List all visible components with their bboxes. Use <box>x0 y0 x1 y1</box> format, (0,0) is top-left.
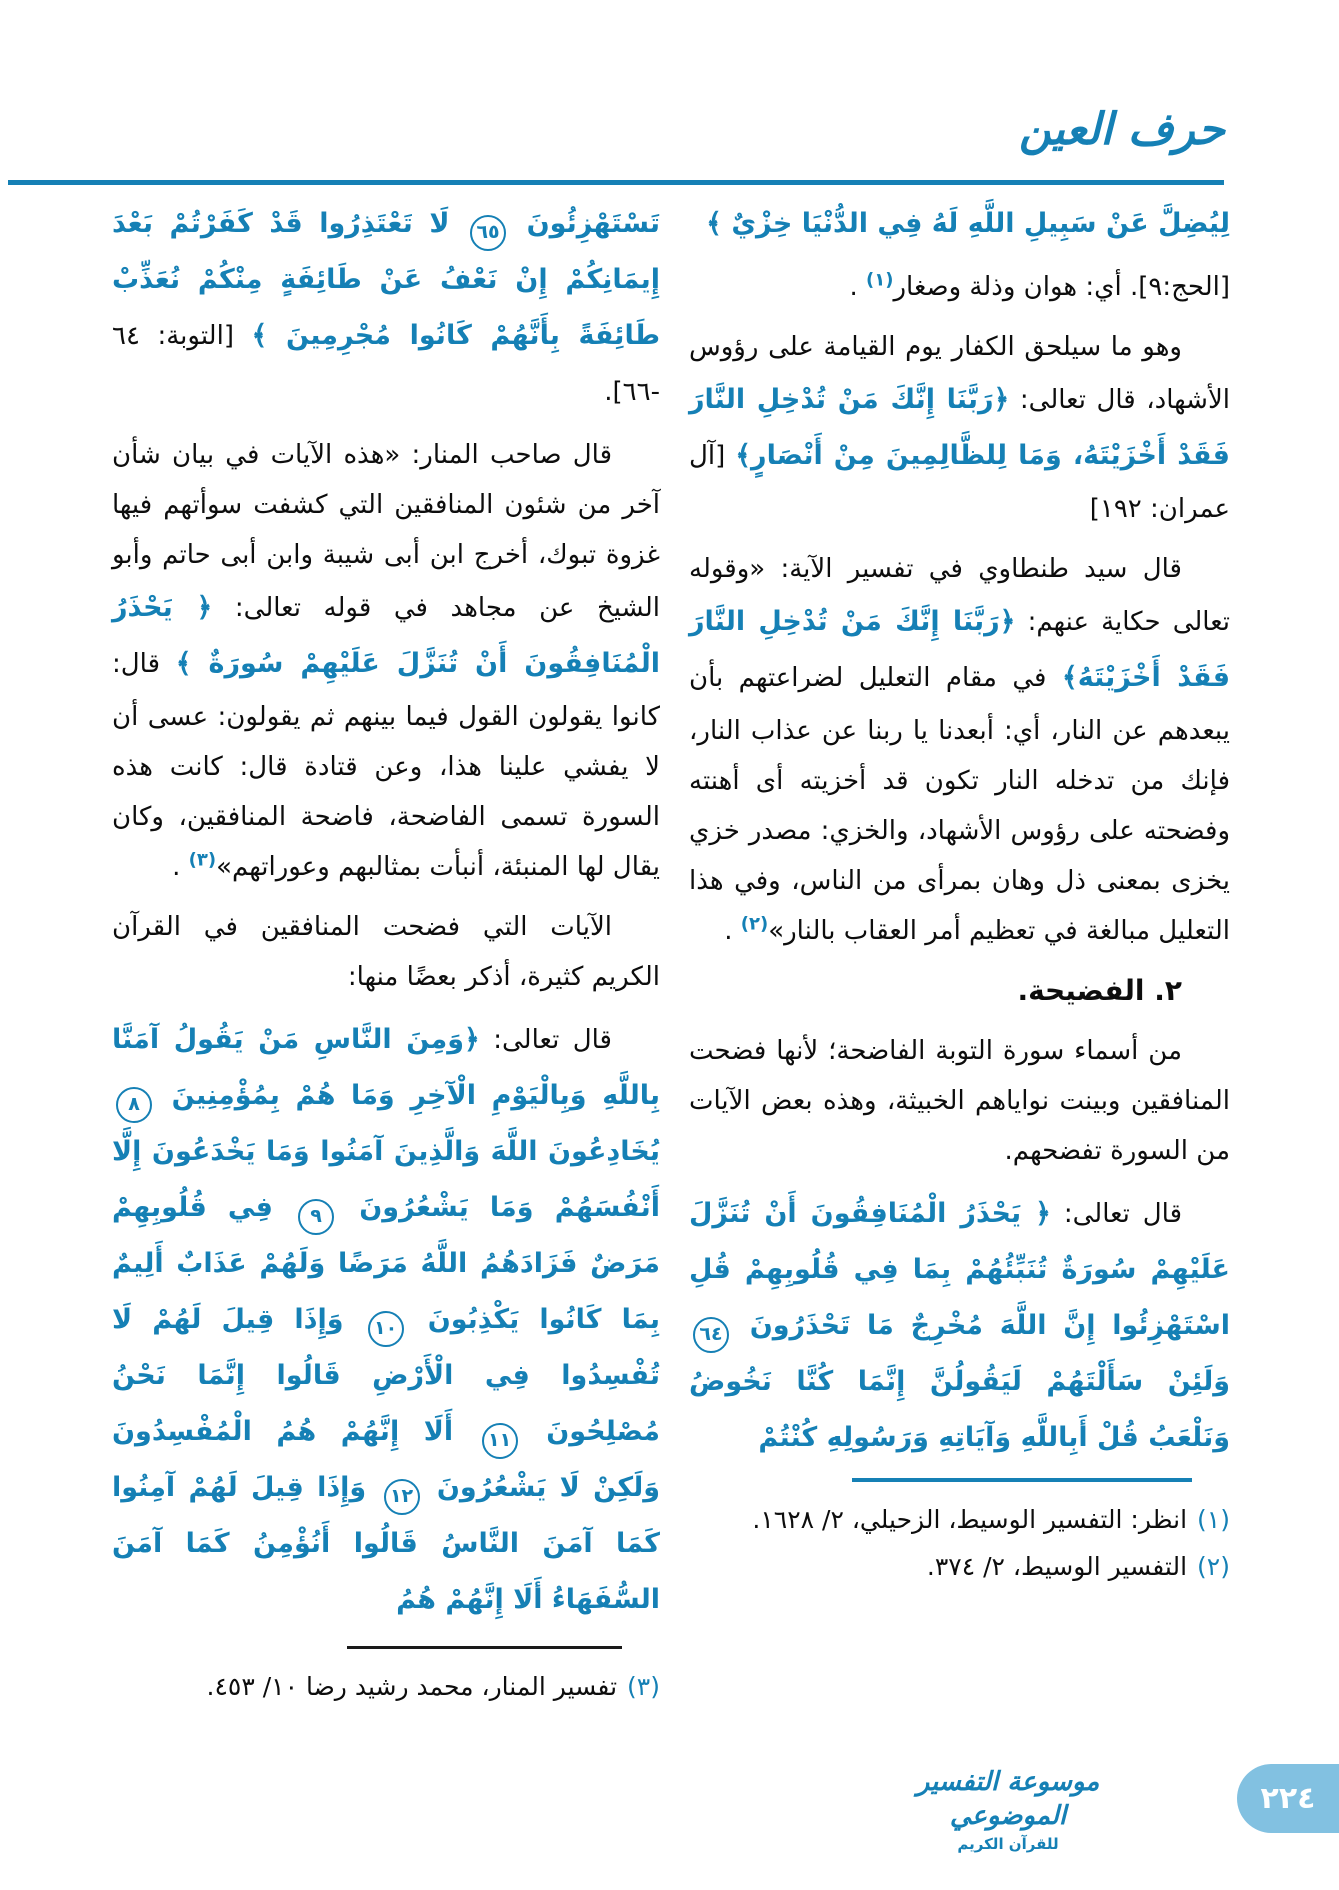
quran-verse-text: ﴿ يَحْذَرُ الْمُنَافِقُونَ أَنْ تُنَزَّلَ عَلَيْهِمْ سُورَةٌ ﴾ <box>112 592 661 679</box>
column-left-footnotes <box>112 1663 660 1710</box>
right-column-body-block <box>689 262 1230 312</box>
verse-number-ornament: ٨ <box>116 1087 152 1123</box>
column-right-footnotes <box>689 1496 1230 1590</box>
verse-number-ornament: ١١ <box>482 1423 518 1459</box>
right-column-body-block <box>689 544 1230 956</box>
footnote-text: التفسير الوسيط، ٢/ ٣٧٤. <box>926 1552 1188 1581</box>
body-text: قال صاحب المنار: «هذه الآيات في بيان شأن آخر من شئون المنافقين التي كشفت سوأتهم فيها غزوة تبوك، أخرج ابن أبى شيبة وابن أبى حاتم وأبو الشيخ عن مجاهد في قوله تعالى: <box>112 440 660 623</box>
column-left <box>112 196 660 1710</box>
quran-verse-text: ﴿رَبَّنَا إِنَّكَ مَنْ تُدْخِلِ النَّارَ فَقَدْ أَخْزَيْتَهُ، وَمَا لِلظَّالِمِينَ مِنْ أَنْصَارٍ﴾ <box>689 384 1230 471</box>
page-number: ٢٢٤ <box>1260 1781 1316 1816</box>
column-right-blocks <box>689 196 1230 1466</box>
body-text: . <box>724 916 741 946</box>
body-text: [آل عمران: ١٩٢] <box>689 441 1230 524</box>
body-text: [التوبة: ٦٤ -٦٦]. <box>112 321 660 407</box>
footnote-number: (٢) <box>1197 1552 1230 1581</box>
quran-verse-text: لِيُضِلَّ عَنْ سَبِيلِ اللَّهِ لَهُ فِي الدُّنْيَا خِزْيٌ ﴾ <box>706 208 1230 239</box>
footnote-separator-left <box>347 1646 622 1649</box>
logo-subtitle: للقرآن الكريم <box>957 1834 1059 1853</box>
body-text: وهو ما سيلحق الكفار يوم القيامة على رؤوس الأشهاد، قال تعالى: <box>689 332 1230 415</box>
verse-number-ornament: ٩ <box>298 1199 334 1235</box>
quran-verse-text: ﴿وَمِنَ النَّاسِ مَنْ يَقُولُ آمَنَّا بِاللَّهِ وَبِالْيَوْمِ الْآخِرِ وَمَا هُمْ بِمُؤْمِنِينَ <box>112 1024 660 1111</box>
publisher-logo <box>893 1766 1123 1855</box>
right-column-quran-block <box>689 196 1230 252</box>
right-column-body-block <box>689 1186 1230 1466</box>
body-text: من أسماء سورة التوبة الفاضحة؛ لأنها فضحت المنافقين وبينت نواياهم الخبيثة، وهذه بعض الآيات من السورة تفضحهم. <box>689 1036 1230 1166</box>
body-text: . <box>849 272 867 302</box>
quran-verse-text: ﴿ يَحْذَرُ الْمُنَافِقُونَ أَنْ تُنَزَّلَ عَلَيْهِمْ سُورَةٌ تُنَبِّئُهُمْ بِمَا فِي قُلُوبِهِمْ قُلِ اسْتَهْزِئُوا إِنَّ اللَّهَ مُخْرِجٌ مَا تَحْذَرُونَ <box>689 1198 1230 1341</box>
body-text: في مقام التعليل لضراعتهم بأن يبعدهم عن النار، أي: أبعدنا يا ربنا عن عذاب النار، فإنك من تدخله النار تكون قد أخزيته أى أهنته وفضحته على رؤوس الأشهاد، والخزي: مصدر خزي يخزى بمعنى ذل وهان بمرأى من الناس، وفي هذا التعليل مبالغة في تعظيم أمر العقاب بالنار» <box>689 663 1230 946</box>
quran-verse-text: تَسْتَهْزِئُونَ <box>510 208 660 239</box>
footnote-separator-right <box>852 1478 1192 1482</box>
quran-verse-text: ﴿رَبَّنَا إِنَّكَ مَنْ تُدْخِلِ النَّارَ فَقَدْ أَخْزَيْتَهُ﴾ <box>689 606 1230 693</box>
quran-verse-text: وَلَئِنْ سَأَلْتَهُمْ لَيَقُولُنَّ إِنَّمَا كُنَّا نَخُوضُ وَنَلْعَبُ قُلْ أَبِاللَّهِ وَآيَاتِهِ وَرَسُولِهِ كُنْتُمْ <box>689 1366 1230 1453</box>
body-text: . <box>172 852 189 882</box>
body-text: قال سيد طنطاوي في تفسير الآية: «وقوله تعالى حكاية عنهم: <box>689 554 1230 637</box>
quran-verse-text: وَإِذَا قِيلَ لَهُمْ آمِنُوا كَمَا آمَنَ النَّاسُ قَالُوا أَنُؤْمِنُ كَمَا آمَنَ السُّفَهَاءُ أَلَا إِنَّهُمْ هُمُ <box>112 1472 660 1615</box>
right-column-body-block <box>689 322 1230 534</box>
verse-number-ornament: ١٢ <box>384 1479 420 1515</box>
left-column-body-block <box>112 430 660 892</box>
column-right <box>689 196 1230 1590</box>
right-column-heading-block <box>689 966 1230 1016</box>
quran-verse-text: فِي قُلُوبِهِمْ مَرَضٌ فَزَادَهُمُ اللَّهُ مَرَضًا وَلَهُمْ عَذَابٌ أَلِيمٌ بِمَا كَانُوا يَكْذِبُونَ <box>112 1192 660 1335</box>
right-column-body-block <box>689 1026 1230 1176</box>
column-left-blocks <box>112 196 660 1628</box>
header-rule <box>8 180 1224 185</box>
quran-verse-text: أَلَا إِنَّهُمْ هُمُ الْمُفْسِدُونَ وَلَكِنْ لَا يَشْعُرُونَ <box>112 1416 661 1503</box>
body-text: الآيات التي فضحت المنافقين في القرآن الكريم كثيرة، أذكر بعضًا منها: <box>112 912 660 992</box>
footnote-number: (٣) <box>627 1672 660 1701</box>
footnote-text: تفسير المنار، محمد رشيد رضا ١٠/ ٤٥٣. <box>206 1672 618 1701</box>
footnote-reference: (١) <box>866 269 894 291</box>
body-text: [الحج:٩]. أي: هوان وذلة وصغار <box>893 272 1230 302</box>
verse-number-ornament: ٦٤ <box>693 1317 729 1353</box>
quran-verse-text: وَإِذَا قِيلَ لَهُمْ لَا تُفْسِدُوا فِي الْأَرْضِ قَالُوا إِنَّمَا نَحْنُ مُصْلِحُونَ <box>112 1304 660 1447</box>
footnote-reference: (٣) <box>188 849 217 871</box>
quran-verse-text: يُخَادِعُونَ اللَّهَ وَالَّذِينَ آمَنُوا وَمَا يَخْدَعُونَ إِلَّا أَنْفُسَهُمْ وَمَا يَشْعُرُونَ <box>112 1136 660 1223</box>
footnote-text: انظر: التفسير الوسيط، الزحيلي، ٢/ ١٦٢٨. <box>752 1505 1188 1534</box>
body-text: قال تعالى: <box>1050 1199 1183 1229</box>
body-text: قال تعالى: <box>479 1025 612 1055</box>
footnote-reference: (٢) <box>740 913 769 935</box>
body-text: قال: كانوا يقولون القول فيما بينهم ثم يقولون: عسى أن لا يفشي علينا هذا، وعن قتادة قال: كانت هذه السورة تسمى الفاضحة، فاضحة المنافقين، وكان يقال لها المنبئة، أنبأت بمثالبهم وعوراتهم» <box>112 649 660 882</box>
verse-number-ornament: ١٠ <box>368 1311 404 1347</box>
footnote-item <box>112 1663 660 1710</box>
footnote-number: (١) <box>1197 1505 1230 1534</box>
quran-verse-text: لَا تَعْتَذِرُوا قَدْ كَفَرْتُمْ بَعْدَ إِيمَانِكُمْ إِنْ نَعْفُ عَنْ طَائِفَةٍ مِنْكُمْ نُعَذِّبْ طَائِفَةً بِأَنَّهُمْ كَانُوا مُجْرِمِينَ ﴾ <box>112 208 661 351</box>
logo-title: موسوعة التفسير الموضوعي <box>916 1767 1100 1831</box>
page-number-tab <box>1237 1764 1339 1833</box>
footnote-item <box>689 1543 1230 1590</box>
chapter-header-title: حرف العين <box>1018 104 1225 155</box>
footnote-item <box>689 1496 1230 1543</box>
left-column-body-block <box>112 1012 660 1628</box>
verse-number-ornament: ٦٥ <box>470 215 506 251</box>
body-text: ٢. الفضيحة. <box>1017 974 1182 1007</box>
left-column-body-block <box>112 902 660 1002</box>
left-column-quran-block <box>112 196 660 420</box>
